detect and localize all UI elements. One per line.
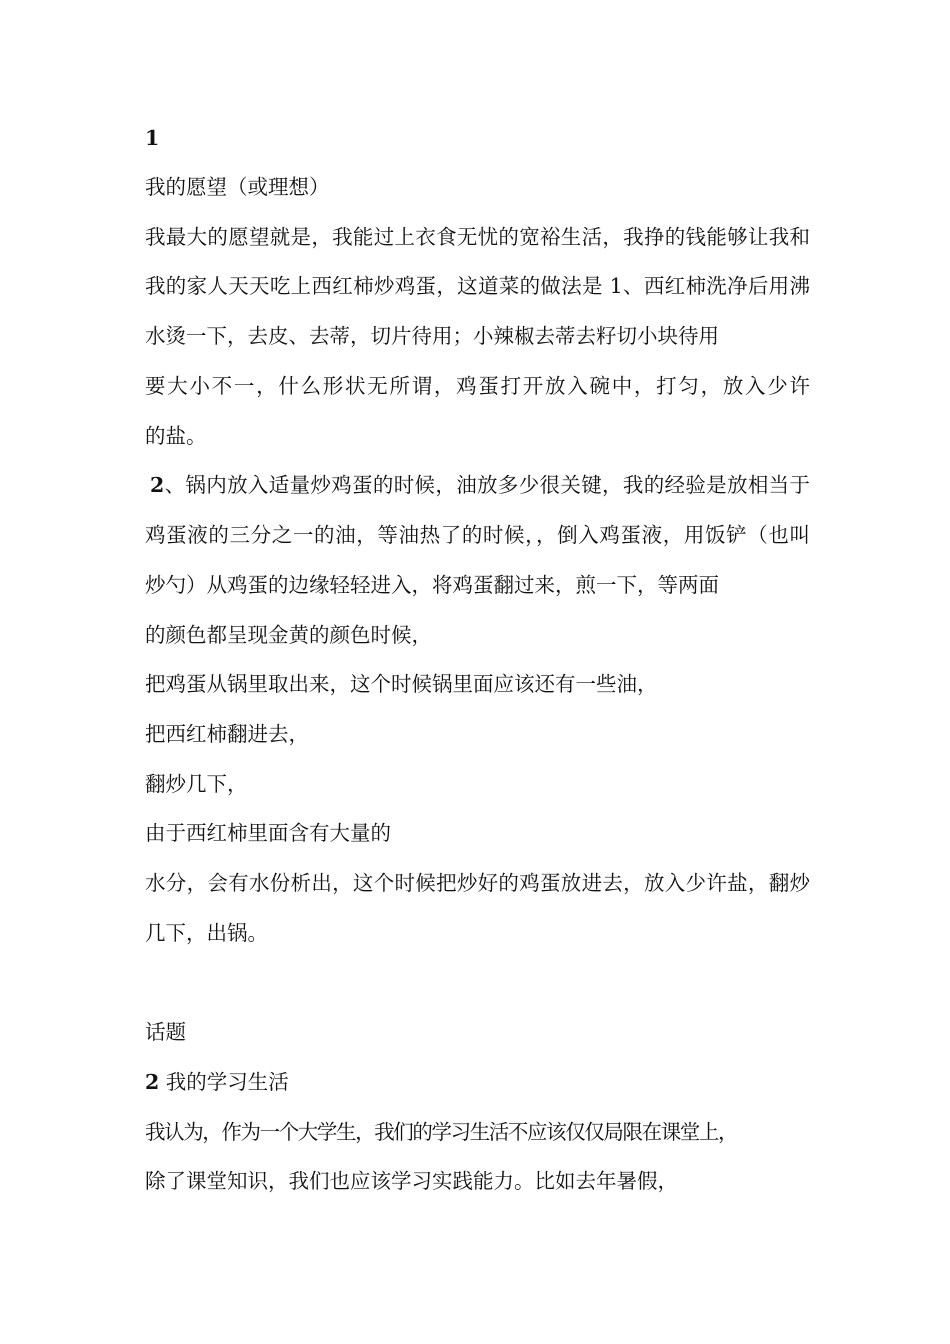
body-line: 的盐。 [145,424,207,448]
section-number: 1 [145,126,160,150]
section-topic: 我的学习生活 [165,1070,289,1094]
body-line: 炒勺）从鸡蛋的边缘轻轻进入，将鸡蛋翻过来，煎一下，等两面 [145,573,719,597]
body-line: 由于西红柿里面含有大量的 [145,821,391,845]
body-line: 鸡蛋液的三分之一的油，等油热了的时候，，倒入鸡蛋液，用饭铲（也叫 [145,523,810,547]
body-line: 把鸡蛋从锅里取出来，这个时候锅里面应该还有一些油， [145,672,658,696]
section-number: 2 [145,1070,160,1094]
step-text: 、锅内放入适量炒鸡蛋的时候，油放多少很关键，我的经验是放相当于 [164,473,810,497]
body-line: 水烫一下，去皮、去蒂，切片待用；小辣椒去蒂去籽切小块待用 [145,324,719,348]
section-label: 话题 [145,1020,186,1044]
body-line: 水分，会有水份析出，这个时候把炒好的鸡蛋放进去，放入少许盐，翻炒 [145,871,810,895]
body-line: 把西红柿翻进去， [145,722,309,746]
section-heading [145,1069,289,1095]
body-line: 翻炒几下， [145,772,248,796]
body-line: 几下，出锅。 [145,921,268,945]
step-2-line [150,472,810,498]
body-line: 我的家人天天吃上西红柿炒鸡蛋，这道菜的做法是 1、西红柿洗净后用沸 [145,274,810,298]
step-number: 2 [150,473,165,497]
body-line: 要大小不一，什么形状无所谓，鸡蛋打开放入碗中，打匀，放入少许 [145,374,810,398]
body-line: 除了课堂知识，我们也应该学习实践能力。比如去年暑假， [145,1169,678,1193]
body-line: 我认为，作为一个大学生，我们的学习生活不应该仅仅局限在课堂上， [145,1120,738,1144]
body-line: 的颜色都呈现金黄的颜色时候， [145,623,432,647]
section-topic: 我的愿望（或理想） [145,175,330,199]
body-line: 我最大的愿望就是，我能过上衣食无忧的宽裕生活，我挣的钱能够让我和 [145,225,810,249]
